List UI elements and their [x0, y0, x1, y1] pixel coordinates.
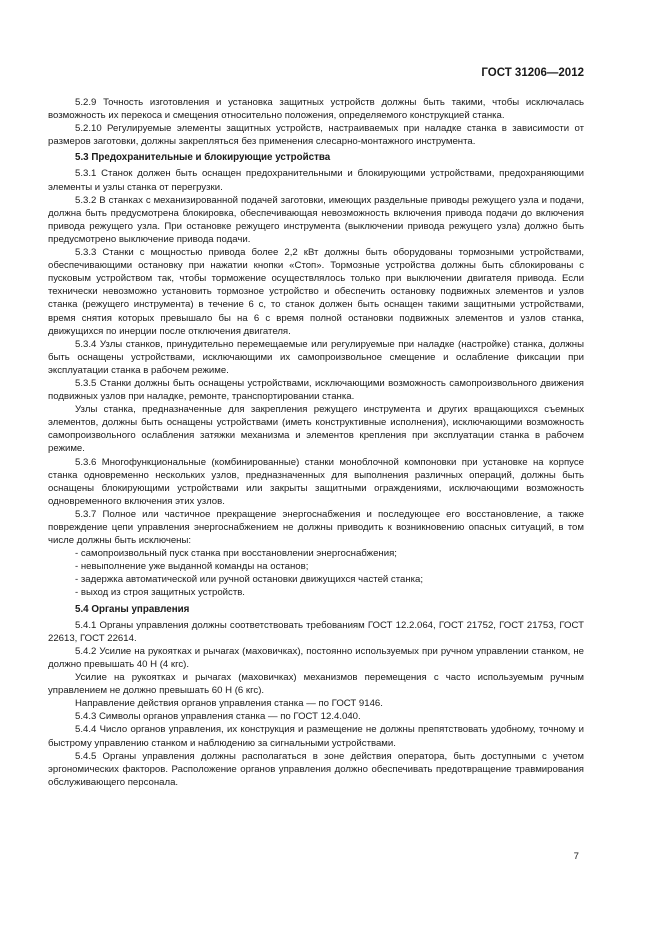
paragraph: 5.3.1 Станок должен быть оснащен предохранительными и блокирующими устройствами, предохраняющими элементы и узлы станка от перегрузки. — [48, 168, 584, 193]
paragraph: 5.3.7 Полное или частичное прекращение энергоснабжения и последующее его восстановление, а также повреждение цепи управления энергоснабжением не должны приводить к возникновению опасных ситуаций, в том числе должны быть исключены: — [48, 508, 584, 547]
paragraph: Направление действия органов управления станка — по ГОСТ 9146. — [75, 698, 383, 710]
paragraph: Усилие на рукоятках и рычагах (маховичках) механизмов перемещения с часто используемым ручным управлением не должно превышать 60 Н (6 кгс). — [48, 672, 584, 697]
paragraph: 5.3.6 Многофункциональные (комбинированные) станки моноблочной компоновки при установке на корпусе станка одновременно нескольких узлов, предназначенных для выполнения различных операций, должны быть оснащены блокирующими устройствами или закрыты защитными ограждениями, исключающими возможность одновременного включения этих узлов. — [48, 456, 584, 507]
paragraph: 5.4.3 Символы органов управления станка — по ГОСТ 12.4.040. — [75, 711, 361, 723]
paragraph: 5.2.10 Регулируемые элементы защитных устройств, настраиваемых при наладке станка в зависимости от размеров заготовки, должны закрепляться без применения слесарно-монтажного инструмента. — [48, 123, 584, 148]
paragraph: 5.3.2 В станках с механизированной подачей заготовки, имеющих раздельные приводы режущего узла и подачи, должна быть предусмотрена блокировка, обеспечивающая невозможность включения привода подачи до включения привода режущего узла. При остановке режущего инструмента (выключении привода режущего узла) должно быть предусмотрено выключение привода подачи. — [48, 194, 584, 245]
section-heading: 5.3 Предохранительные и блокирующие устройства — [75, 152, 331, 164]
paragraph: Узлы станка, предназначенные для закрепления режущего инструмента и других вращающихся съемных элементов, должны быть оснащены устройствами (иметь конструктивные исполнения), исключающими возможность самопроизвольного ослабления затяжки механизма и элементов крепления при эксплуатации станка в рабочем режиме. — [48, 404, 584, 455]
paragraph: 5.4.1 Органы управления должны соответствовать требованиям ГОСТ 12.2.064, ГОСТ 21752, ГОСТ 21753, ГОСТ 22613, ГОСТ 22614. — [48, 619, 584, 644]
document-body — [48, 96, 584, 789]
list-item: - самопроизвольный пуск станка при восстановлении энергоснабжения; — [75, 548, 397, 560]
list-item: - задержка автоматической или ручной остановки движущихся частей станка; — [75, 574, 424, 586]
paragraph: 5.4.2 Усилие на рукоятках и рычагах (маховичках), постоянно используемых при ручном управлении станком, не должно превышать 40 Н (4 кгс). — [48, 645, 584, 670]
section-heading: 5.4 Органы управления — [75, 603, 190, 615]
standard-header: ГОСТ 31206—2012 — [481, 67, 584, 79]
paragraph: 5.4.4 Число органов управления, их конструкция и размещение не должны препятствовать удобному, точному и быстрому управлению станком и наблюдению за сигнальными устройствами. — [48, 724, 584, 749]
list-item: - невыполнение уже выданной команды на останов; — [75, 561, 309, 573]
page-number: 7 — [573, 851, 579, 862]
paragraph: 5.3.4 Узлы станков, принудительно перемещаемые или регулируемые при наладке (настройке) станка, должны быть оснащены устройствами, исключающими их самопроизвольное смещение и ослабление фиксации при эксплуатации станка в рабочем режиме. — [48, 338, 584, 376]
paragraph: 5.2.9 Точность изготовления и установка защитных устройств должны быть такими, чтобы исключалась возможность их перекоса и смещения относительно положения, определяемого конструкцией станка. — [48, 97, 584, 122]
paragraph: 5.4.5 Органы управления должны располагаться в зоне действия оператора, быть доступными с учетом эргономических факторов. Расположение органов управления должно обеспечивать предотвращение травмирования обслуживающего персонала. — [48, 750, 584, 788]
paragraph: 5.3.5 Станки должны быть оснащены устройствами, исключающими возможность самопроизвольного движения подвижных узлов при наладке, ремонте, транспортировании станка. — [48, 377, 584, 403]
paragraph: 5.3.3 Станки с мощностью привода более 2,2 кВт должны быть оборудованы тормозными устройствами, обеспечивающими остановку при нажатии кнопки «Стоп». Тормозные устройства должны быть сблокированы с пусковым устройством так, чтобы торможение осуществлялось только при выключении двигателя привода. Если технически невозможно установить тормозное устройство и обеспечить остановку подвижных элементов и узлов станка (режущего инструмента) в течение 6 с, то станок должен быть оснащен такими защитными устройствами, время снятия которых превышало бы на 6 с время полной остановки подвижных элементов и узлов станка, движущихся по инерции после отключения двигателя. — [48, 247, 584, 337]
list-item: - выход из строя защитных устройств. — [75, 587, 245, 599]
